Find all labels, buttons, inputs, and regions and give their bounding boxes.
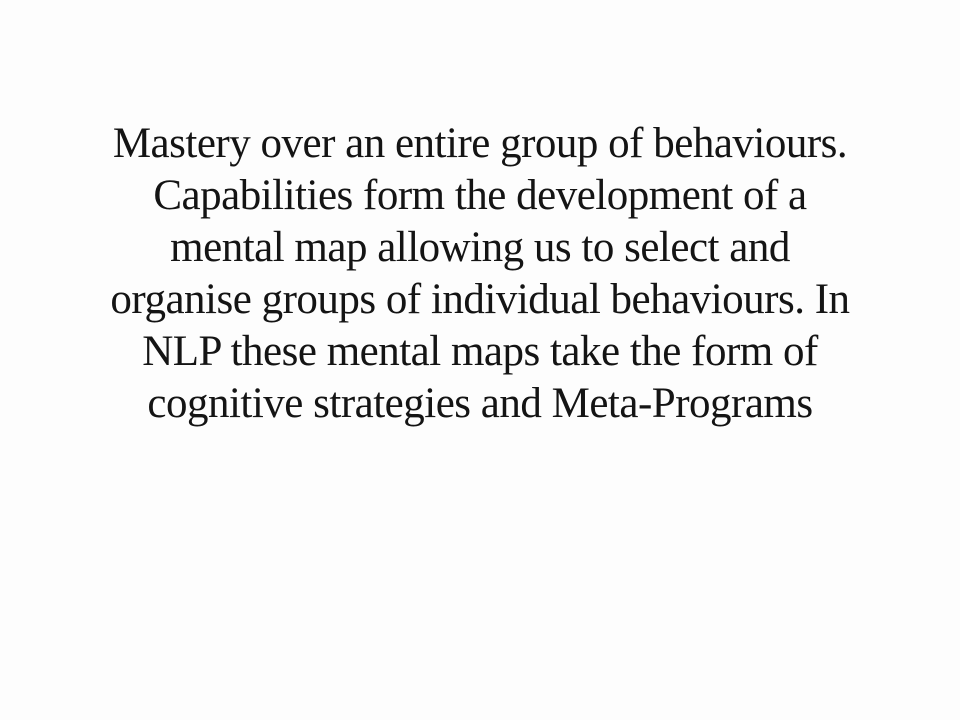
text-line-1: Mastery over an entire group of behaviours. (112, 120, 848, 167)
text-line-4: organise groups of individual behaviours. In (110, 276, 850, 323)
text-line-2: Capabilities form the development of a (153, 172, 807, 219)
text-line-5: NLP these mental maps take the form of (142, 328, 818, 375)
text-line-3: mental map allowing us to select and (170, 224, 790, 271)
slide-body-text (0, 118, 960, 430)
text-line-6: cognitive strategies and Meta-Programs (147, 380, 813, 427)
